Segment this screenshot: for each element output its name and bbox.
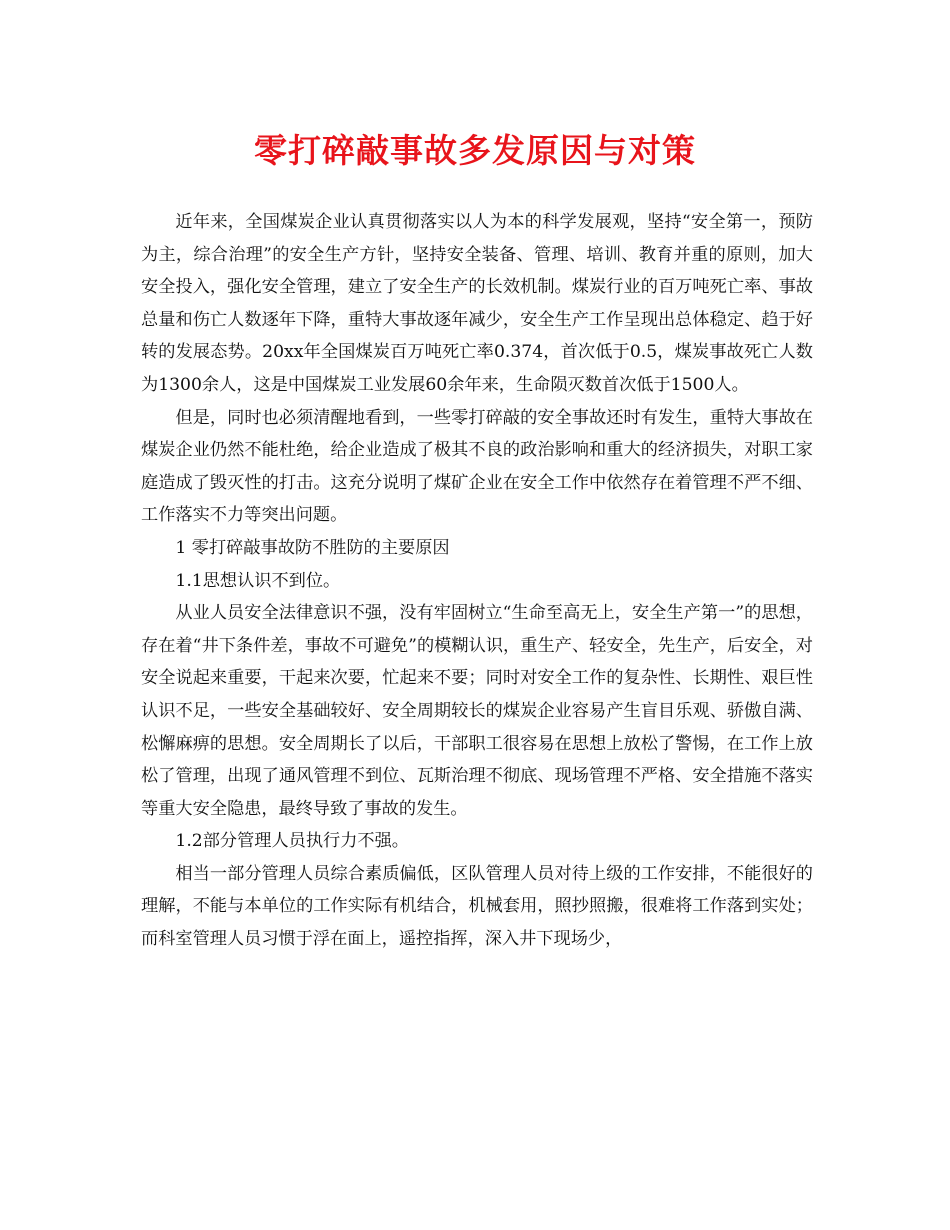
document-body	[141, 206, 813, 956]
subsection-heading-1-1: 1.1思想认识不到位。	[175, 570, 341, 591]
paragraph-thinking: 从业人员安全法律意识不强，没有牢固树立“生命至高无上，安全生产第一”的思想，存在着“井下条件差，事故不可避免”的模糊认识，重生产、轻安全，先生产，后安全，对安全说起来重要，干起来次要，忙起来不要；同时对安全工作的复杂性、长期性、艰巨性认识不足，一些安全基础较好、安全周期较长的煤炭企业容易产生盲目乐观、骄傲自满、松懈麻痹的思想。安全周期长了以后，干部职工很容易在思想上放松了警惕，在工作上放松了管理，出现了通风管理不到位、瓦斯治理不彻底、现场管理不严格、安全措施不落实等重大安全隐患，最终导致了事故的发生。	[141, 603, 813, 819]
document-title: 零打碎敲事故多发原因与对策	[254, 131, 696, 170]
paragraph-warning: 但是，同时也必须清醒地看到，一些零打碎敲的安全事故还时有发生，重特大事故在煤炭企业仍然不能杜绝，给企业造成了极其不良的政治影响和重大的经济损失，对职工家庭造成了毁灭性的打击。这充分说明了煤矿企业在安全工作中依然存在着管理不严不细、工作落实不力等突出问题。	[141, 407, 813, 526]
paragraph-management: 相当一部分管理人员综合素质偏低，区队管理人员对待上级的工作安排，不能很好的理解，不能与本单位的工作实际有机结合，机械套用，照抄照搬，很难将工作落到实处；而科室管理人员习惯于浮在面上，遥控指挥，深入井下现场少，	[141, 863, 813, 950]
subsection-heading-1-2: 1.2部分管理人员执行力不强。	[175, 831, 409, 852]
paragraph-intro: 近年来，全国煤炭企业认真贯彻落实以人为本的科学发展观，坚持“安全第一，预防为主，综合治理”的安全生产方针，坚持安全装备、管理、培训、教育并重的原则，加大安全投入，强化安全管理，建立了安全生产的长效机制。煤炭行业的百万吨死亡率、事故总量和伤亡人数逐年下降，重特大事故逐年减少，安全生产工作呈现出总体稳定、趋于好转的发展态势。20xx年全国煤炭百万吨死亡率0.374，首次低于0.5，煤炭事故死亡人数为1300余人，这是中国煤炭工业发展60余年来，生命陨灭数首次低于1500人。	[141, 212, 813, 395]
section-heading-1: 1 零打碎敲事故防不胜防的主要原因	[175, 537, 450, 558]
